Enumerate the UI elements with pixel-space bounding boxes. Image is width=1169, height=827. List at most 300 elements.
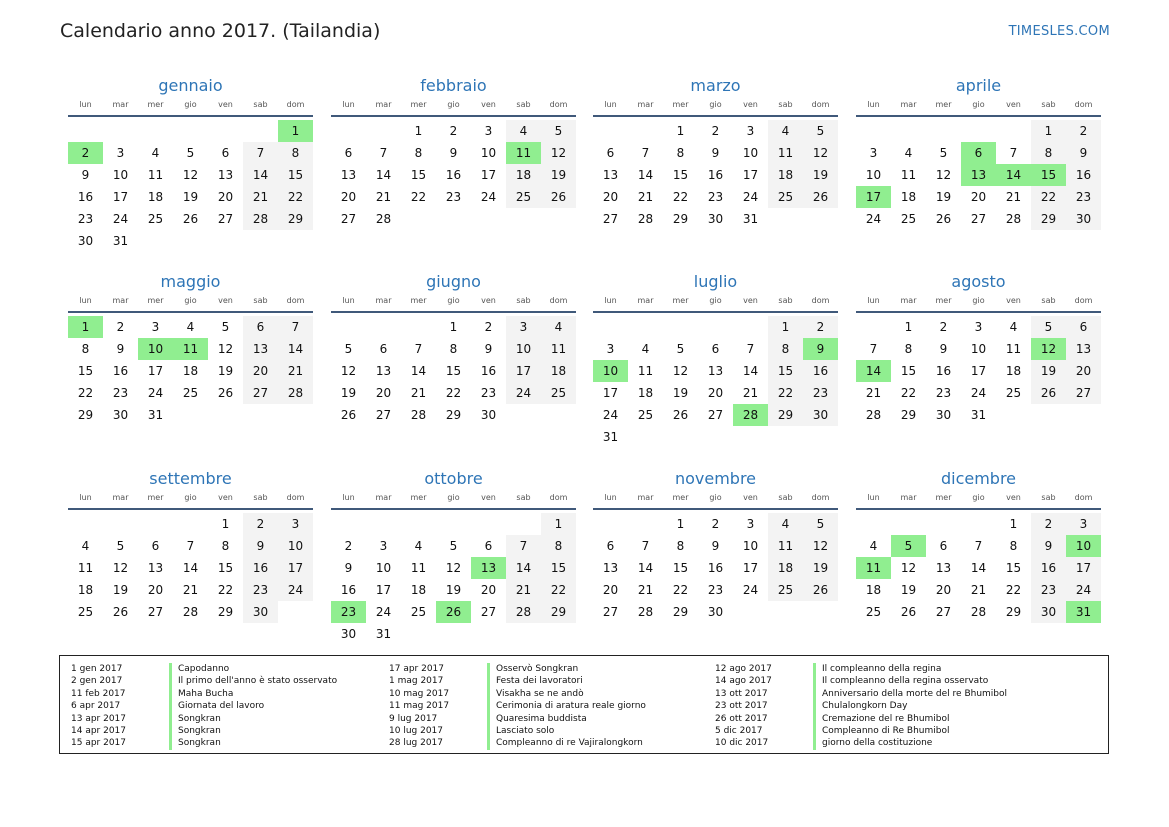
weekday-label: mer — [410, 100, 427, 109]
day-cell: 18 — [1005, 364, 1022, 378]
day-cell: 28 — [278, 382, 313, 404]
month-name: luglio — [693, 272, 738, 291]
empty-cell — [103, 513, 138, 535]
day-cell: 14 — [375, 168, 392, 182]
day-cell: 30 — [707, 212, 724, 226]
day-cell: 18 — [900, 190, 917, 204]
empty-cell — [856, 513, 891, 535]
day-cell: 25 — [147, 212, 164, 226]
day-cell: 6 — [484, 539, 493, 553]
legend-row — [715, 713, 1007, 725]
day-cell: 21 — [375, 190, 392, 204]
day-cell: 1 — [768, 316, 803, 338]
holiday-day: 10 — [1066, 535, 1101, 557]
weekday-label: gio — [447, 100, 460, 109]
legend-row — [71, 688, 337, 700]
day-cell: 10 — [375, 561, 392, 575]
day-cell: 28 — [1005, 212, 1022, 226]
weekday-label: lun — [867, 100, 880, 109]
day-cell: 4 — [641, 342, 650, 356]
day-cell: 22 — [217, 583, 234, 597]
weekday-label: lun — [604, 493, 617, 502]
day-cell: 23 — [243, 579, 278, 601]
day-cell: 21 — [970, 583, 987, 597]
day-cell: 29 — [445, 408, 462, 422]
empty-cell — [926, 120, 961, 142]
weekday-label: gio — [184, 100, 197, 109]
day-cell: 31 — [602, 430, 619, 444]
weekday-label: sab — [253, 100, 268, 109]
day-cell: 13 — [375, 364, 392, 378]
day-cell: 20 — [480, 583, 497, 597]
day-cell: 21 — [637, 583, 654, 597]
month-3 — [593, 75, 838, 230]
month-name: marzo — [690, 76, 741, 95]
empty-cell — [506, 513, 541, 535]
holiday-day: 6 — [961, 142, 996, 164]
day-cell: 14 — [243, 164, 278, 186]
day-cell: 27 — [243, 382, 278, 404]
day-cell: 11 — [900, 168, 917, 182]
day-cell: 25 — [865, 605, 882, 619]
day-cell: 1 — [1009, 517, 1018, 531]
day-cell: 13 — [147, 561, 164, 575]
holiday-day: 14 — [996, 164, 1031, 186]
weekday-label: mer — [935, 100, 952, 109]
weekday-label: mer — [672, 296, 689, 305]
month-1 — [68, 75, 313, 252]
day-cell: 23 — [707, 190, 724, 204]
day-cell: 9 — [711, 539, 720, 553]
weekday-label: dom — [1074, 493, 1093, 502]
day-cell: 12 — [900, 561, 917, 575]
weekday-label: sab — [778, 100, 793, 109]
legend-row — [389, 713, 646, 725]
day-grid — [856, 513, 1101, 623]
weekday-label: gio — [709, 100, 722, 109]
day-cell: 25 — [182, 386, 199, 400]
day-cell: 1 — [541, 513, 576, 535]
empty-cell — [891, 513, 926, 535]
day-cell: 15 — [900, 364, 917, 378]
day-cell: 23 — [112, 386, 129, 400]
day-cell: 11 — [147, 168, 164, 182]
month-name: dicembre — [940, 469, 1017, 488]
day-cell: 8 — [904, 342, 913, 356]
day-cell: 26 — [672, 408, 689, 422]
holiday-name: Giornata del lavoro — [169, 700, 264, 712]
day-cell: 14 — [970, 561, 987, 575]
day-cell: 2 — [1031, 513, 1066, 535]
month-name: ottobre — [424, 469, 483, 488]
legend-row — [389, 675, 646, 687]
day-cell: 8 — [1031, 142, 1066, 164]
day-cell: 27 — [1066, 382, 1101, 404]
weekday-label: lun — [342, 100, 355, 109]
empty-cell — [103, 120, 138, 142]
day-cell: 5 — [344, 342, 353, 356]
month-6 — [331, 271, 576, 426]
day-cell: 15 — [768, 360, 803, 382]
day-cell: 2 — [711, 517, 720, 531]
legend-column — [71, 663, 337, 750]
day-cell: 6 — [379, 342, 388, 356]
holiday-name: Anniversario della morte del re Bhumibol — [813, 688, 1007, 700]
day-cell: 27 — [340, 212, 357, 226]
day-grid — [68, 120, 313, 252]
day-cell: 31 — [375, 627, 392, 641]
day-cell: 15 — [672, 168, 689, 182]
day-cell: 28 — [375, 212, 392, 226]
day-cell: 23 — [445, 190, 462, 204]
day-cell: 20 — [217, 190, 234, 204]
day-cell: 23 — [707, 583, 724, 597]
weekday-label: mar — [112, 100, 129, 109]
day-cell: 15 — [278, 164, 313, 186]
day-cell: 20 — [707, 386, 724, 400]
day-cell: 27 — [375, 408, 392, 422]
empty-cell — [628, 316, 663, 338]
day-cell: 2 — [711, 124, 720, 138]
weekday-label: mer — [147, 296, 164, 305]
day-cell: 18 — [541, 360, 576, 382]
weekday-header — [331, 99, 576, 117]
day-cell: 12 — [112, 561, 129, 575]
day-cell: 16 — [1031, 557, 1066, 579]
day-cell: 9 — [243, 535, 278, 557]
weekday-label: dom — [811, 296, 830, 305]
day-cell: 3 — [869, 146, 878, 160]
holiday-date: 12 ago 2017 — [715, 664, 772, 674]
day-cell: 28 — [637, 212, 654, 226]
day-cell: 10 — [480, 146, 497, 160]
day-cell: 25 — [541, 382, 576, 404]
day-cell: 4 — [186, 320, 195, 334]
day-cell: 3 — [746, 124, 755, 138]
day-cell: 29 — [672, 212, 689, 226]
day-cell: 23 — [480, 386, 497, 400]
day-cell: 12 — [803, 142, 838, 164]
weekday-header — [331, 492, 576, 510]
day-cell: 5 — [803, 513, 838, 535]
day-cell: 5 — [116, 539, 125, 553]
day-cell: 17 — [278, 557, 313, 579]
weekday-label: sab — [1041, 493, 1056, 502]
weekday-label: ven — [1006, 493, 1021, 502]
weekday-label: dom — [286, 493, 305, 502]
weekday-label: sab — [778, 296, 793, 305]
day-cell: 18 — [637, 386, 654, 400]
day-cell: 8 — [676, 146, 685, 160]
day-cell: 29 — [1031, 208, 1066, 230]
weekday-header — [68, 295, 313, 313]
day-cell: 24 — [506, 382, 541, 404]
holiday-day: 15 — [1031, 164, 1066, 186]
day-cell: 29 — [217, 605, 234, 619]
weekday-label: dom — [286, 100, 305, 109]
day-cell: 18 — [77, 583, 94, 597]
weekday-label: lun — [79, 296, 92, 305]
month-4 — [856, 75, 1101, 230]
day-cell: 12 — [672, 364, 689, 378]
day-cell: 30 — [243, 601, 278, 623]
weekday-header — [856, 295, 1101, 313]
day-cell: 28 — [243, 208, 278, 230]
day-cell: 22 — [1005, 583, 1022, 597]
day-cell: 4 — [506, 120, 541, 142]
holiday-date: 1 gen 2017 — [71, 664, 123, 674]
day-cell: 10 — [970, 342, 987, 356]
weekday-header — [331, 295, 576, 313]
empty-cell — [243, 120, 278, 142]
weekday-label: mer — [410, 296, 427, 305]
day-cell: 21 — [865, 386, 882, 400]
day-cell: 7 — [746, 342, 755, 356]
day-cell: 25 — [768, 579, 803, 601]
legend-row — [71, 700, 337, 712]
day-cell: 8 — [541, 535, 576, 557]
day-cell: 29 — [672, 605, 689, 619]
day-cell: 26 — [935, 212, 952, 226]
holiday-day: 11 — [173, 338, 208, 360]
day-cell: 13 — [707, 364, 724, 378]
weekday-label: sab — [778, 493, 793, 502]
day-cell: 28 — [506, 601, 541, 623]
day-cell: 23 — [1066, 186, 1101, 208]
day-cell: 21 — [637, 190, 654, 204]
legend-row — [389, 663, 646, 675]
weekday-label: ven — [218, 493, 233, 502]
holiday-day: 23 — [331, 601, 366, 623]
day-cell: 1 — [449, 320, 458, 334]
legend-row — [715, 675, 1007, 687]
month-11 — [593, 468, 838, 623]
day-cell: 20 — [602, 190, 619, 204]
day-cell: 7 — [974, 539, 983, 553]
legend-row — [71, 737, 337, 749]
day-cell: 24 — [742, 583, 759, 597]
weekday-label: lun — [867, 296, 880, 305]
day-cell: 7 — [1009, 146, 1018, 160]
month-name: aprile — [955, 76, 1002, 95]
day-cell: 4 — [1009, 320, 1018, 334]
weekday-label: ven — [743, 296, 758, 305]
day-cell: 6 — [939, 539, 948, 553]
holiday-name: Il compleanno della regina — [813, 663, 941, 675]
weekday-label: dom — [1074, 100, 1093, 109]
day-cell: 22 — [445, 386, 462, 400]
day-cell: 29 — [541, 601, 576, 623]
day-cell: 5 — [221, 320, 230, 334]
day-cell: 26 — [803, 186, 838, 208]
day-cell: 26 — [541, 186, 576, 208]
day-cell: 19 — [935, 190, 952, 204]
day-cell: 5 — [1031, 316, 1066, 338]
day-cell: 23 — [77, 212, 94, 226]
day-cell: 31 — [112, 234, 129, 248]
day-cell: 12 — [217, 342, 234, 356]
legend-row — [389, 688, 646, 700]
weekday-label: gio — [972, 493, 985, 502]
day-cell: 15 — [541, 557, 576, 579]
empty-cell — [628, 513, 663, 535]
day-cell: 30 — [77, 234, 94, 248]
day-cell: 19 — [803, 164, 838, 186]
day-cell: 22 — [900, 386, 917, 400]
day-cell: 18 — [506, 164, 541, 186]
holiday-day: 2 — [68, 142, 103, 164]
legend-row — [71, 663, 337, 675]
day-cell: 24 — [970, 386, 987, 400]
day-cell: 21 — [243, 186, 278, 208]
day-cell: 17 — [147, 364, 164, 378]
empty-cell — [593, 120, 628, 142]
legend-column — [389, 663, 646, 750]
day-cell: 3 — [506, 316, 541, 338]
day-cell: 2 — [243, 513, 278, 535]
holiday-name: Cremazione del re Bhumibol — [813, 713, 950, 725]
weekday-header — [593, 492, 838, 510]
month-8 — [856, 271, 1101, 426]
day-cell: 14 — [182, 561, 199, 575]
day-cell: 16 — [77, 190, 94, 204]
empty-cell — [331, 120, 366, 142]
day-cell: 13 — [243, 338, 278, 360]
day-cell: 4 — [151, 146, 160, 160]
day-grid — [68, 316, 313, 426]
weekday-label: sab — [516, 100, 531, 109]
day-cell: 18 — [182, 364, 199, 378]
empty-cell — [593, 316, 628, 338]
weekday-label: gio — [184, 493, 197, 502]
empty-cell — [961, 120, 996, 142]
legend-row — [715, 663, 1007, 675]
weekday-label: ven — [481, 493, 496, 502]
day-cell: 17 — [506, 360, 541, 382]
holiday-day: 1 — [68, 316, 103, 338]
day-cell: 5 — [541, 120, 576, 142]
day-cell: 11 — [541, 338, 576, 360]
day-cell: 9 — [711, 146, 720, 160]
day-cell: 18 — [768, 557, 803, 579]
day-cell: 7 — [414, 342, 423, 356]
day-cell: 18 — [147, 190, 164, 204]
weekday-label: mar — [375, 493, 392, 502]
day-cell: 22 — [768, 382, 803, 404]
day-cell: 15 — [410, 168, 427, 182]
day-cell: 14 — [637, 168, 654, 182]
day-cell: 3 — [606, 342, 615, 356]
site-logo-link[interactable]: TIMESLES.COM — [1008, 24, 1110, 39]
day-cell: 17 — [112, 190, 129, 204]
day-cell: 6 — [151, 539, 160, 553]
day-cell: 25 — [506, 186, 541, 208]
day-cell: 21 — [1005, 190, 1022, 204]
day-cell: 21 — [182, 583, 199, 597]
day-grid — [331, 120, 576, 230]
weekday-label: sab — [1041, 296, 1056, 305]
day-cell: 19 — [672, 386, 689, 400]
day-cell: 16 — [445, 168, 462, 182]
holiday-name: Lasciato solo — [487, 725, 554, 737]
day-cell: 9 — [116, 342, 125, 356]
holiday-date: 11 mag 2017 — [389, 701, 450, 712]
day-cell: 20 — [147, 583, 164, 597]
day-cell: 27 — [147, 605, 164, 619]
day-cell: 14 — [278, 338, 313, 360]
day-cell: 16 — [112, 364, 129, 378]
day-cell: 11 — [637, 364, 654, 378]
holiday-name: Osservò Songkran — [487, 663, 578, 675]
day-cell: 27 — [217, 212, 234, 226]
day-cell: 4 — [414, 539, 423, 553]
holiday-day: 10 — [138, 338, 173, 360]
day-cell: 8 — [278, 142, 313, 164]
day-cell: 1 — [1031, 120, 1066, 142]
empty-cell — [138, 120, 173, 142]
empty-cell — [926, 513, 961, 535]
page-title: Calendario anno 2017. (Tailandia) — [60, 20, 381, 42]
day-cell: 24 — [278, 579, 313, 601]
day-cell: 3 — [379, 539, 388, 553]
weekday-label: gio — [709, 296, 722, 305]
empty-cell — [173, 513, 208, 535]
day-cell: 8 — [1009, 539, 1018, 553]
day-cell: 12 — [340, 364, 357, 378]
day-cell: 15 — [445, 364, 462, 378]
day-cell: 27 — [935, 605, 952, 619]
day-cell: 22 — [1031, 186, 1066, 208]
day-cell: 7 — [641, 539, 650, 553]
day-cell: 20 — [970, 190, 987, 204]
day-cell: 10 — [278, 535, 313, 557]
day-cell: 22 — [541, 579, 576, 601]
weekday-label: lun — [604, 100, 617, 109]
day-cell: 19 — [217, 364, 234, 378]
day-cell: 3 — [116, 146, 125, 160]
weekday-label: mer — [147, 493, 164, 502]
day-cell: 27 — [707, 408, 724, 422]
day-cell: 4 — [81, 539, 90, 553]
day-cell: 28 — [637, 605, 654, 619]
month-7 — [593, 271, 838, 448]
empty-cell — [471, 513, 506, 535]
day-cell: 3 — [1066, 513, 1101, 535]
month-5 — [68, 271, 313, 426]
day-grid — [593, 120, 838, 230]
day-cell: 14 — [742, 364, 759, 378]
day-cell: 22 — [77, 386, 94, 400]
empty-cell — [996, 120, 1031, 142]
day-cell: 20 — [375, 386, 392, 400]
holiday-name: Festa dei lavoratori — [487, 675, 583, 687]
month-name: gennaio — [158, 76, 223, 95]
legend-row — [71, 713, 337, 725]
day-cell: 19 — [803, 557, 838, 579]
holiday-day: 13 — [471, 557, 506, 579]
day-cell: 17 — [742, 168, 759, 182]
legend-row — [389, 725, 646, 737]
day-cell: 1 — [904, 320, 913, 334]
day-grid — [856, 120, 1101, 230]
day-cell: 28 — [970, 605, 987, 619]
day-cell: 21 — [410, 386, 427, 400]
holiday-day: 1 — [278, 120, 313, 142]
weekday-label: mer — [935, 296, 952, 305]
holiday-name: Il primo dell'anno è stato osservato — [169, 675, 337, 687]
day-cell: 24 — [742, 190, 759, 204]
day-cell: 15 — [672, 561, 689, 575]
